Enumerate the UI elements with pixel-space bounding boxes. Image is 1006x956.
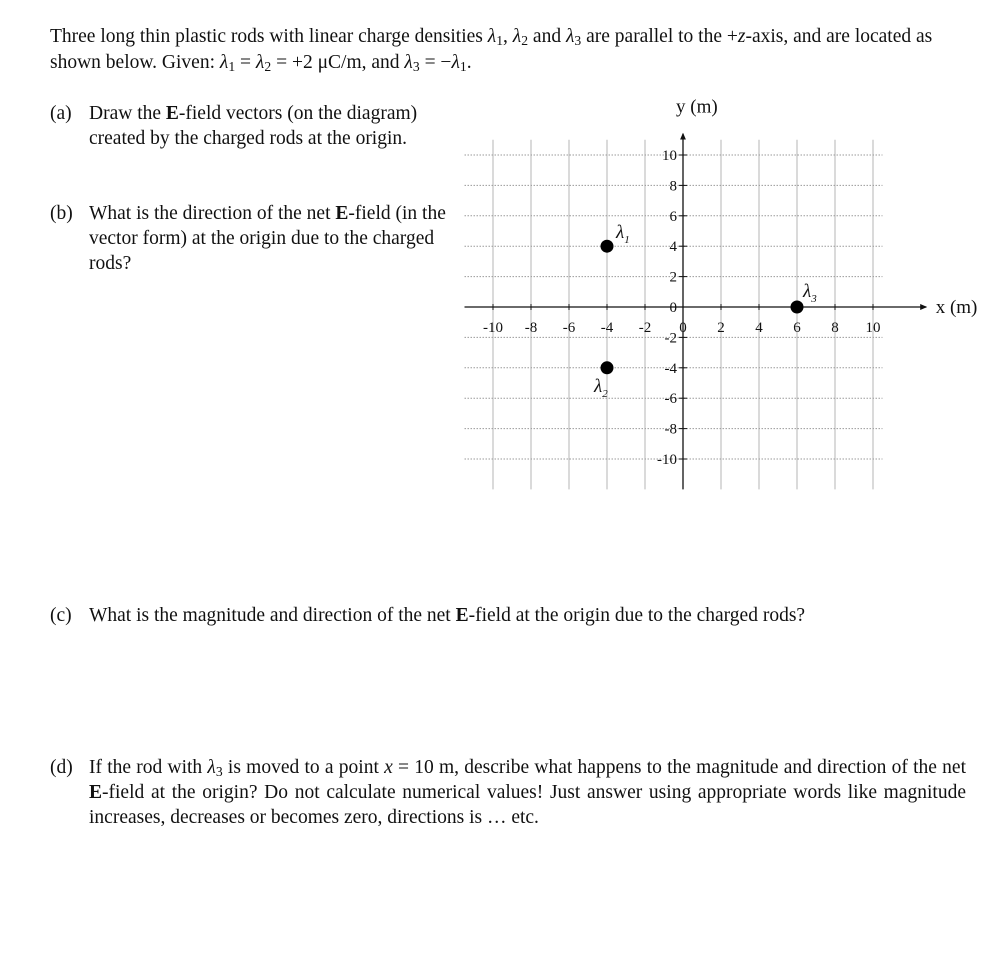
- y-tick-label: 4: [669, 239, 677, 256]
- x-tick-label: 2: [717, 320, 725, 336]
- y-tick-label: -6: [664, 391, 677, 408]
- problem-intro: Three long thin plastic rods with linear charge densities $\lambda_1$, $\lambda_2$ and $\lambda_3$ are parallel to the +z-axis, and are located as shown below. Given: $\lambda_1 = \lambda_2 = +2$ μC/m, and $\lambda_3 = -\lambda_1$.: [50, 26, 933, 74]
- rod-label-subscript: 1: [624, 234, 630, 247]
- question-d-label: (d): [50, 757, 73, 778]
- question-c-text: What is the magnitude and direction of the net E-field at the origin due to the charged rods?: [89, 605, 806, 626]
- question-a-text: Draw the E-field vectors (on the diagram) created by the charged rods at the origin.: [89, 103, 418, 149]
- y-tick-label: 10: [662, 148, 677, 164]
- rod-label-symbol: λ: [594, 375, 603, 397]
- y-tick-label: 8: [669, 178, 677, 195]
- rod-label-symbol: λ: [616, 222, 625, 244]
- x-tick-label: 10: [865, 320, 881, 336]
- question-d-text: If the rod with $\lambda_3$ is moved to a point x = 10 m, describe what happens to the magnitude and direction of the net E-field at the origin? Do not calculate numerical values! Just answer using appropriate words like magnitude increases, decreases or becomes zero, directions is … etc.: [89, 757, 966, 828]
- y-tick-label: -10: [657, 452, 677, 468]
- x-tick-label: 6: [793, 320, 801, 336]
- plot-points: [593, 222, 817, 400]
- y-tick-label: 0: [669, 300, 677, 316]
- x-tick-label: -10: [483, 320, 503, 336]
- y-axis-label: y (m): [676, 96, 718, 118]
- x-tick-label: -8: [524, 320, 538, 336]
- x-tick-label: 4: [755, 320, 763, 336]
- plot-tick-labels: [483, 148, 881, 468]
- x-tick-label: -4: [600, 320, 614, 336]
- question-b-label: (b): [50, 203, 73, 224]
- rod-λ2-label: [593, 376, 608, 400]
- rod-label-symbol: λ: [803, 281, 812, 302]
- rod-λ3-label: [802, 281, 817, 305]
- y-tick-label: 2: [669, 269, 677, 286]
- rod-λ1-marker: [601, 240, 614, 253]
- x-tick-label: -6: [562, 320, 576, 336]
- x-axis-label: x (m): [935, 297, 978, 318]
- y-tick-label: -4: [664, 360, 677, 377]
- rod-λ1-label: [615, 222, 630, 246]
- question-b-text: What is the direction of the net E-field (in the vector form) at the origin due to the charged rods?: [89, 203, 446, 274]
- y-tick-label: -2: [664, 330, 677, 347]
- question-c-label: (c): [50, 605, 72, 626]
- x-tick-label: 0: [679, 320, 687, 336]
- x-tick-label: 8: [831, 320, 839, 336]
- rod-λ3-marker: [791, 301, 804, 314]
- question-a-label: (a): [50, 103, 72, 124]
- x-tick-label: -2: [638, 320, 652, 336]
- y-tick-label: 6: [669, 208, 677, 225]
- rod-λ2-marker: [601, 361, 614, 374]
- rod-label-subscript: 2: [602, 387, 608, 400]
- rod-label-subscript: 3: [811, 293, 817, 305]
- y-tick-label: -8: [664, 421, 677, 438]
